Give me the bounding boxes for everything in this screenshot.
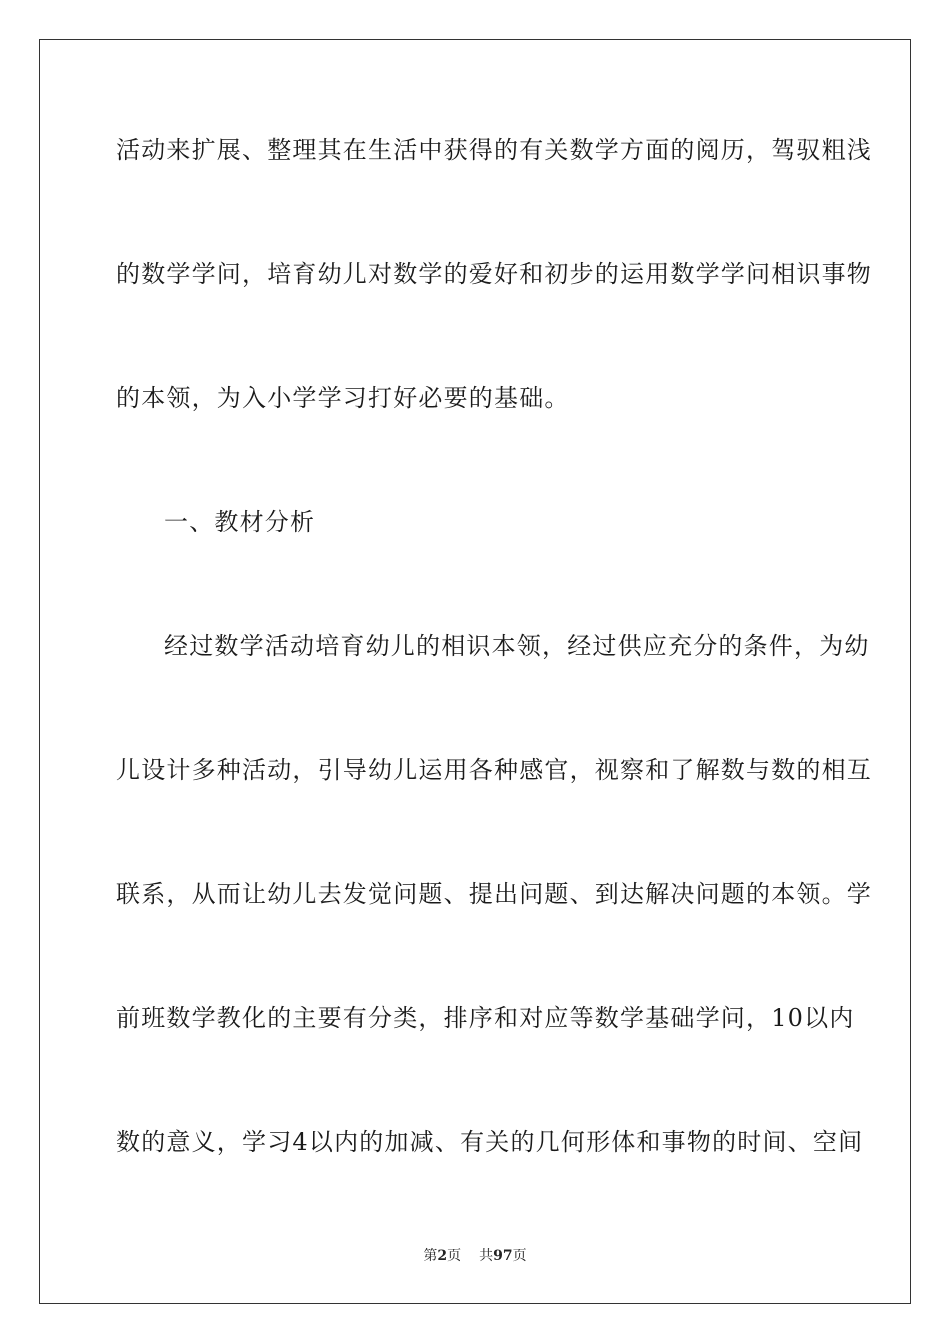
paragraph-1-line-1: 活动来扩展、整理其在生活中获得的有关数学方面的阅历，驾驭粗浅 [116, 136, 872, 164]
paragraph-2-line-4: 前班数学教化的主要有分类，排序和对应等数学基础学问，10以内 [116, 1004, 855, 1032]
paragraph-2-line-3: 联系，从而让幼儿去发觉问题、提出问题、到达解决问题的本领。学 [116, 880, 872, 908]
total-suffix: 页 [512, 1248, 527, 1264]
paragraph-2-line-5: 数的意义，学习4以内的加减、有关的几何形体和事物的时间、空间 [116, 1128, 864, 1156]
page-footer [0, 1246, 950, 1266]
page-border [39, 39, 911, 1304]
total-prefix: 共 [479, 1248, 494, 1264]
total-pages: 97 [493, 1248, 513, 1264]
page-prefix: 第 [423, 1248, 438, 1264]
paragraph-2-line-1: 经过数学活动培育幼儿的相识本领，经过供应充分的条件，为幼 [164, 632, 870, 660]
paragraph-2-line-2: 儿设计多种活动，引导幼儿运用各种感官，视察和了解数与数的相互 [116, 756, 872, 784]
page-suffix: 页 [447, 1248, 462, 1264]
page-number: 2 [437, 1248, 448, 1264]
paragraph-1-line-2: 的数学学问，培育幼儿对数学的爱好和初步的运用数学学问相识事物 [116, 260, 872, 288]
section-heading: 一、教材分析 [164, 508, 316, 536]
paragraph-1-line-3: 的本领，为入小学学习打好必要的基础。 [116, 384, 570, 412]
